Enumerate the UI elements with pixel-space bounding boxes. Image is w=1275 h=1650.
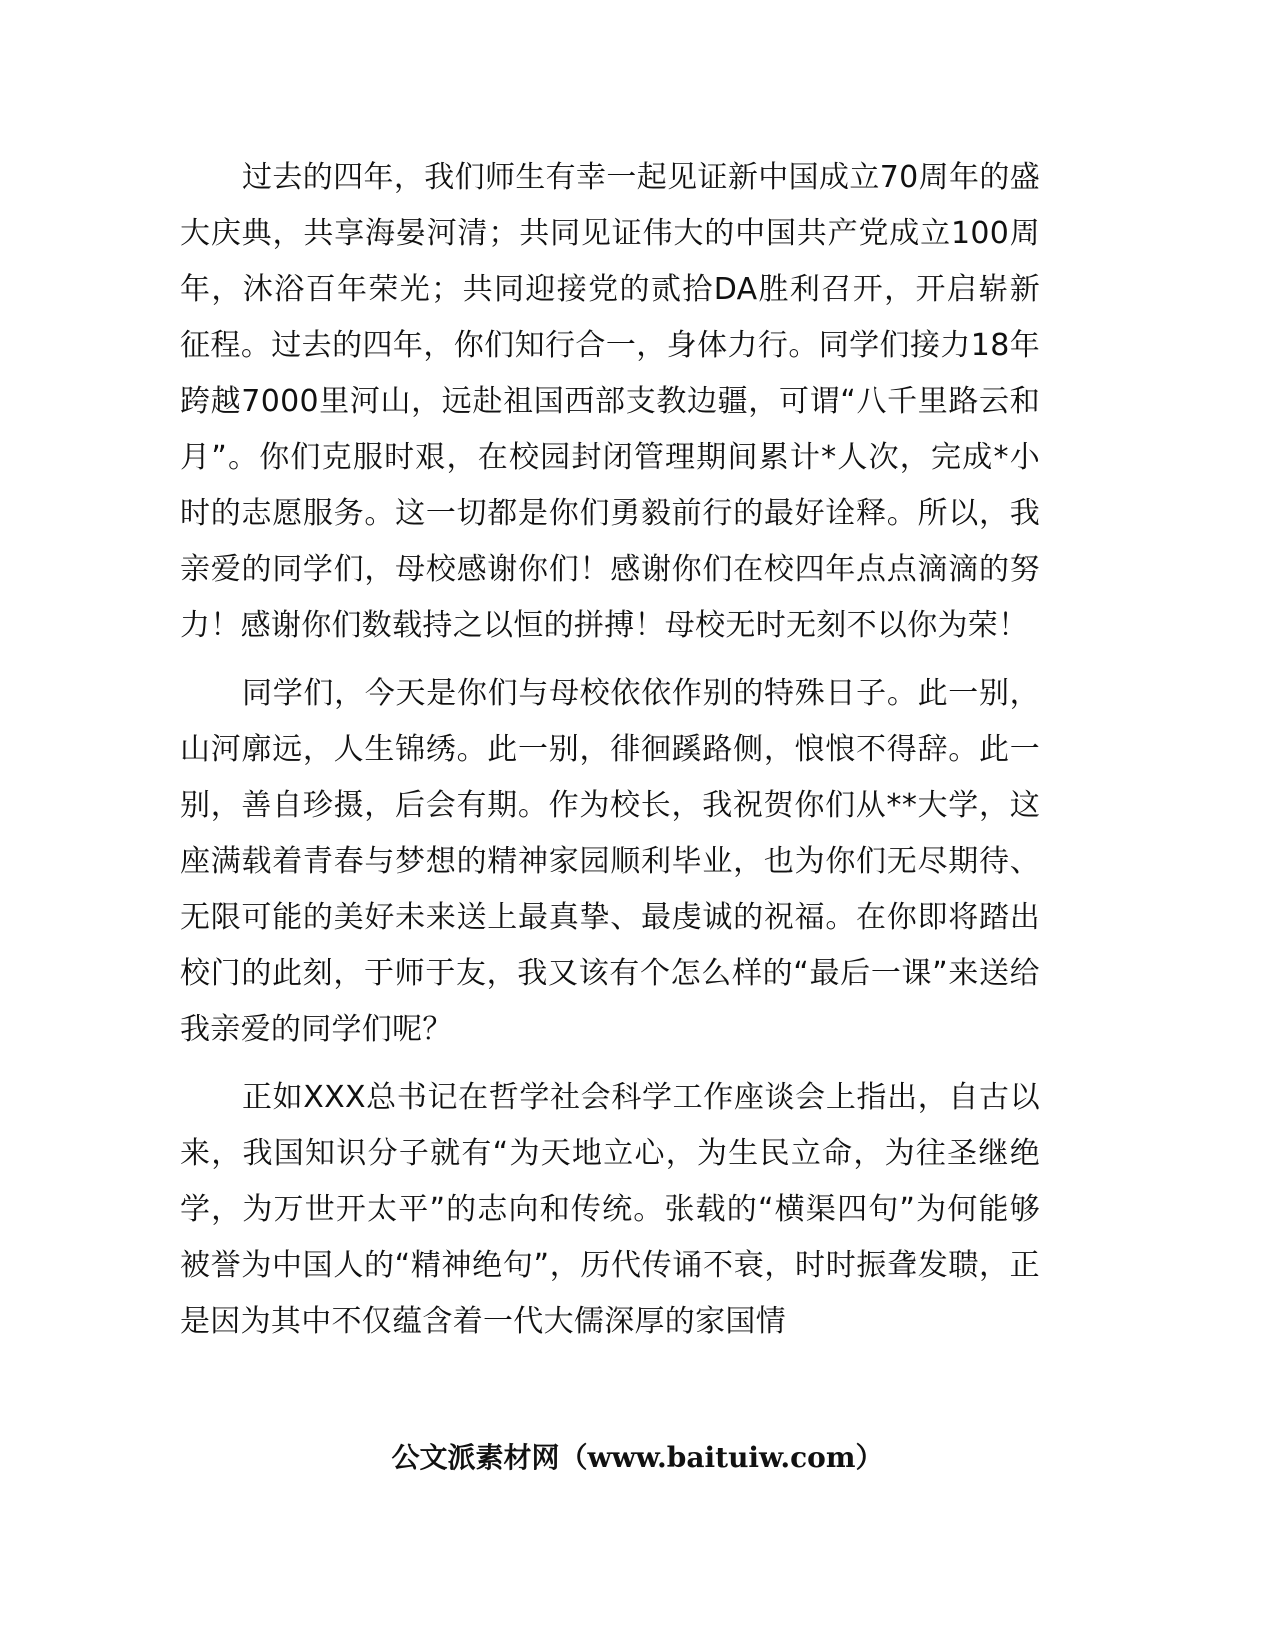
paragraph: 正如XXX总书记在哲学社会科学工作座谈会上指出，自古以来，我国知识分子就有“为天地立心，为生民立命，为往圣继绝学，为万世开太平”的志向和传统。张载的“横渠四句”为何能够被誉为中国人的“精神绝句”，历代传诵不衰，时时振聋发聩，正是因为其中不仅蕴含着一代大儒深厚的家国情 [180,1080,1040,1339]
paragraph: 同学们，今天是你们与母校依依作别的特殊日子。此一别，山河廓远，人生锦绣。此一别，徘徊蹊路侧，悢悢不得辞。此一别，善自珍摄，后会有期。作为校长，我祝贺你们从**大学，这座满载着青春与梦想的精神家园顺利毕业，也为你们无尽期待、无限可能的美好未来送上最真挚、最虔诚的祝福。在你即将踏出校门的此刻，于师于友，我又该有个怎么样的“最后一课”来送给我亲爱的同学们呢？ [180,676,1040,1047]
document-body [180,150,1040,1362]
paragraph: 过去的四年，我们师生有幸一起见证新中国成立70周年的盛大庆典，共享海晏河清；共同见证伟大的中国共产党成立100周年，沐浴百年荣光；共同迎接党的贰拾DA胜利召开，开启崭新征程。过去的四年，你们知行合一，身体力行。同学们接力18年跨越7000里河山，远赴祖国西部支教边疆，可谓“八千里路云和月”。你们克服时艰，在校园封闭管理期间累计*人次，完成*小时的志愿服务。这一切都是你们勇毅前行的最好诠释。所以，我亲爱的同学们，母校感谢你们！感谢你们在校四年点点滴滴的努力！感谢你们数载持之以恒的拼搏！母校无时无刻不以你为荣！ [180,160,1040,643]
page-footer: 公文派素材网（www.baituiw.com） [391,1441,884,1474]
